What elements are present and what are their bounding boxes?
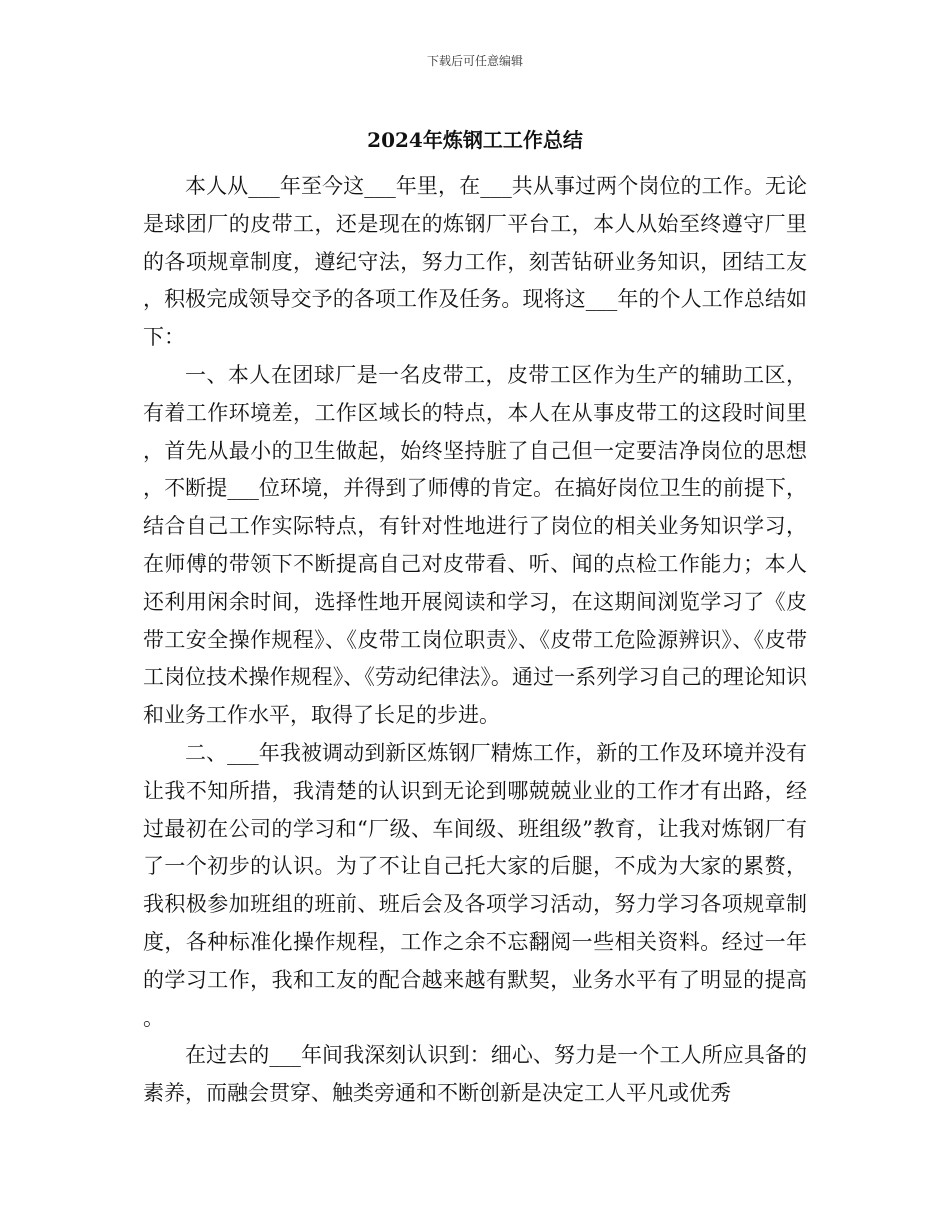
header-note: 下载后可任意编辑: [426, 54, 523, 68]
paragraph-intro: 本人从___年至今这___年里，在___共从事过两个岗位的工作。无论是球团厂的皮带工，还是现在的炼钢厂平台工，本人从始至终遵守厂里的各项规章制度，遵纪守法，努力工作，刻苦钻研业务知识，团结工友，积极完成领导交予的各项工作及任务。现将这___年的个人工作总结如下：: [143, 174, 807, 350]
document-title: 2024年炼钢工工作总结: [367, 128, 583, 152]
paragraph-section-one: 一、本人在团球厂是一名皮带工，皮带工区作为生产的辅助工区，有着工作环境差，工作区域长的特点，本人在从事皮带工的这段时间里，首先从最小的卫生做起，始终坚持脏了自己但一定要洁净岗位的思想，不断提___位环境，并得到了师傅的肯定。在搞好岗位卫生的前提下，结合自己工作实际特点，有针对性地进行了岗位的相关业务知识学习，在师傅的带领下不断提高自己对皮带看、听、闻的点检工作能力；本人还利用闲余时间，选择性地开展阅读和学习，在这期间浏览学习了《皮带工安全操作规程》、《皮带工岗位职责》、《皮带工危险源辨识》、《皮带工岗位技术操作规程》、《劳动纪律法》。通过一系列学习自己的理论知识和业务工作水平，取得了长足的步进。: [143, 362, 807, 728]
document-body: [143, 168, 807, 1113]
paragraph-reflection: 在过去的___年间我深刻认识到：细心、努力是一个工人所应具备的素养，而融会贯穿、触类旁通和不断创新是决定工人平凡或优秀: [143, 1043, 807, 1106]
paragraph-section-two: 二、___年我被调动到新区炼钢厂精炼工作，新的工作及环境并没有让我不知所措，我清楚的认识到无论到哪兢兢业业的工作才有出路，经过最初在公司的学习和“厂级、车间级、班组级”教育，让我对炼钢厂有了一个初步的认识。为了不让自己托大家的后腿，不成为大家的累赘，我积极参加班组的班前、班后会及各项学习活动，努力学习各项规章制度，各种标准化操作规程，工作之余不忘翻阅一些相关资料。经过一年的学习工作，我和工友的配合越来越有默契，业务水平有了明显的提高。: [143, 740, 807, 1030]
